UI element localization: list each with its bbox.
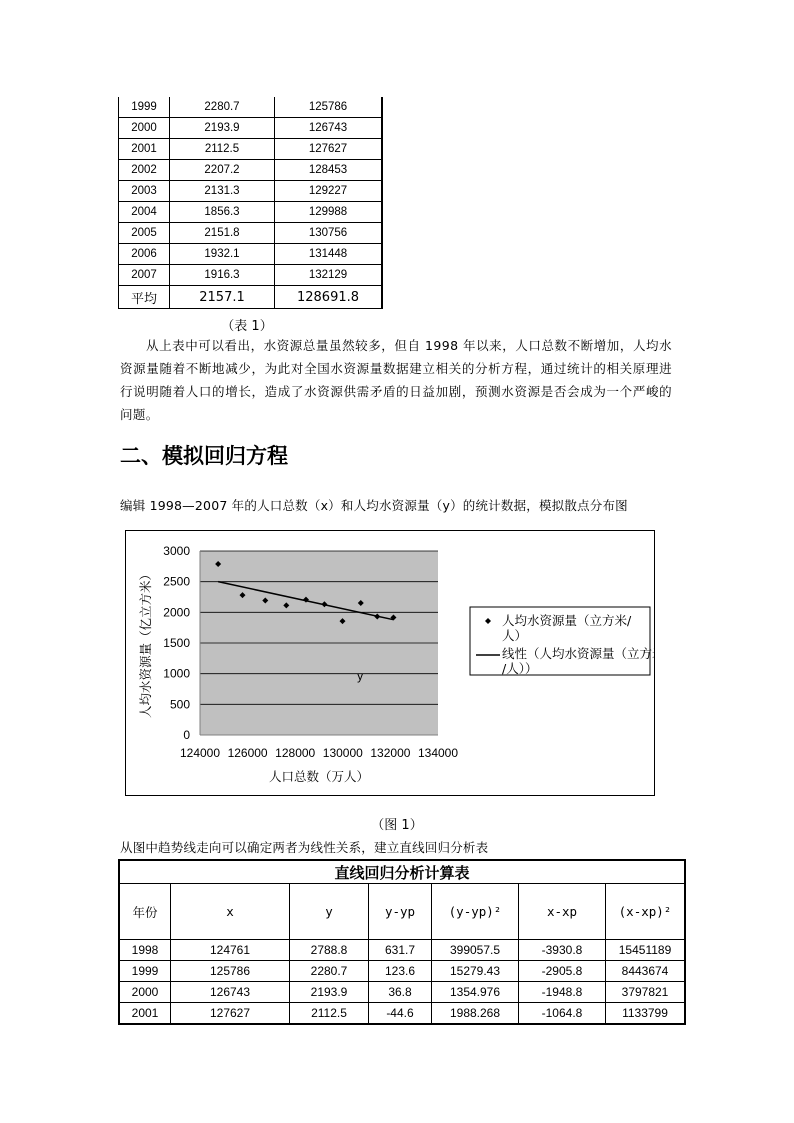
population-cell: 128691.8 — [275, 286, 383, 309]
column-header: 年份 — [119, 884, 171, 940]
chart-intro-text: 编辑 1998—2007 年的人口总数（x）和人均水资源量（y）的统计数据，模拟散点分布图 — [120, 498, 628, 513]
table-cell: 631.7 — [369, 940, 432, 961]
chart-annotation: y — [357, 668, 364, 683]
table-cell: 36.8 — [369, 982, 432, 1003]
column-header: x — [171, 884, 290, 940]
year-cell: 2007 — [119, 265, 170, 286]
table-cell: 1998 — [119, 940, 171, 961]
legend-label-series: 人均水资源量（立方米/人） — [502, 613, 632, 643]
table1-caption: （表 1） — [221, 319, 273, 334]
legend-label-trendline: 线性（人均水资源量（立方米/人）） — [502, 646, 654, 676]
x-tick-label: 130000 — [322, 746, 363, 760]
table-cell: 1354.976 — [432, 982, 519, 1003]
column-header: y-yp — [369, 884, 432, 940]
population-cell: 125786 — [275, 97, 383, 118]
y-tick-label: 1000 — [163, 666, 190, 681]
figure1-caption: （图 1） — [371, 818, 423, 833]
year-cell: 2005 — [119, 223, 170, 244]
table-cell: 2000 — [119, 982, 171, 1003]
table-row — [119, 97, 383, 118]
column-header: x-xp — [519, 884, 606, 940]
table-cell: 15279.43 — [432, 961, 519, 982]
table-row — [119, 160, 383, 181]
y-axis-title: 人均水资源量（亿立方米） — [138, 567, 153, 719]
analysis-paragraph: 从上表中可以看出，水资源总量虽然较多，但自 1998 年以来，人口总数不断增加，人均水资源量随着不断地减少，为此对全国水资源量数据建立相关的分析方程，通过统计的相关原理进行说明随着人口的增长，造成了水资源供需矛盾的日益加剧，预测水资源是否会成为一个严峻的问题。 — [120, 338, 672, 422]
water-per-capita-cell: 2193.9 — [170, 118, 275, 139]
water-resource-table — [118, 97, 383, 309]
table-row — [119, 940, 685, 961]
population-cell: 126743 — [275, 118, 383, 139]
table-cell: 124761 — [171, 940, 290, 961]
table-cell: -44.6 — [369, 1003, 432, 1025]
table-average-row — [119, 286, 383, 309]
table-cell: -1948.8 — [519, 982, 606, 1003]
population-cell: 129988 — [275, 202, 383, 223]
x-tick-label: 132000 — [370, 746, 411, 760]
table-row — [119, 982, 685, 1003]
year-cell: 1999 — [119, 97, 170, 118]
y-tick-label: 3000 — [163, 544, 190, 558]
y-tick-label: 1500 — [163, 636, 190, 650]
table-row — [119, 118, 383, 139]
water-per-capita-cell: 2112.5 — [170, 139, 275, 160]
table-cell: 2788.8 — [290, 940, 369, 961]
column-header: (y-yp)² — [432, 884, 519, 940]
water-per-capita-cell: 2131.3 — [170, 181, 275, 202]
y-tick-label: 500 — [169, 697, 190, 712]
table-cell: -1064.8 — [519, 1003, 606, 1025]
water-per-capita-cell: 2207.2 — [170, 160, 275, 181]
table-cell: 2193.9 — [290, 982, 369, 1003]
scatter-chart-frame — [125, 530, 655, 796]
year-cell: 2000 — [119, 118, 170, 139]
table-row — [119, 223, 383, 244]
water-per-capita-cell: 1856.3 — [170, 202, 275, 223]
table-cell: 1999 — [119, 961, 171, 982]
column-header: (x-xp)² — [606, 884, 686, 940]
year-cell: 平均 — [119, 286, 170, 309]
y-tick-label: 2000 — [163, 605, 190, 620]
year-cell: 2004 — [119, 202, 170, 223]
population-cell: 129227 — [275, 181, 383, 202]
table-cell: 15451189 — [606, 940, 686, 961]
table-cell: 1133799 — [606, 1003, 686, 1025]
year-cell: 2003 — [119, 181, 170, 202]
water-per-capita-cell: 1932.1 — [170, 244, 275, 265]
x-tick-label: 126000 — [227, 746, 268, 760]
table-row — [119, 202, 383, 223]
table-row — [119, 139, 383, 160]
water-per-capita-cell: 1916.3 — [170, 265, 275, 286]
regression-intro-text: 从图中趋势线走向可以确定两者为线性关系，建立直线回归分析表 — [120, 840, 489, 855]
x-tick-label: 134000 — [417, 746, 459, 760]
table-row — [119, 961, 685, 982]
table-cell: -2905.8 — [519, 961, 606, 982]
table-cell: 125786 — [171, 961, 290, 982]
population-cell: 127627 — [275, 139, 383, 160]
table-cell: -3930.8 — [519, 940, 606, 961]
table-cell: 1988.268 — [432, 1003, 519, 1025]
population-cell: 128453 — [275, 160, 383, 181]
x-tick-label: 128000 — [275, 746, 316, 760]
x-tick-label: 124000 — [179, 746, 221, 760]
water-per-capita-cell: 2157.1 — [170, 286, 275, 309]
table-cell: 2280.7 — [290, 961, 369, 982]
column-header: y — [290, 884, 369, 940]
table-cell: 127627 — [171, 1003, 290, 1025]
regression-table — [118, 859, 686, 1025]
year-cell: 2002 — [119, 160, 170, 181]
table-row — [119, 244, 383, 265]
x-axis-title: 人口总数（万人） — [268, 769, 370, 784]
table-cell: 2001 — [119, 1003, 171, 1025]
regression-table-title: 直线回归分析计算表 — [119, 860, 685, 884]
table-row — [119, 1003, 685, 1025]
table-cell: 3797821 — [606, 982, 686, 1003]
table-cell: 8443674 — [606, 961, 686, 982]
year-cell: 2006 — [119, 244, 170, 265]
table-cell: 123.6 — [369, 961, 432, 982]
table-row — [119, 265, 383, 286]
table-cell: 399057.5 — [432, 940, 519, 961]
section-heading: 二、模拟回归方程 — [120, 444, 288, 468]
population-cell: 130756 — [275, 223, 383, 244]
population-cell: 132129 — [275, 265, 383, 286]
table-cell: 126743 — [171, 982, 290, 1003]
table-row — [119, 181, 383, 202]
y-tick-label: 2500 — [163, 574, 190, 589]
table-cell: 2112.5 — [290, 1003, 369, 1025]
year-cell: 2001 — [119, 139, 170, 160]
scatter-chart — [126, 531, 654, 795]
population-cell: 131448 — [275, 244, 383, 265]
y-tick-label: 0 — [183, 728, 190, 742]
water-per-capita-cell: 2151.8 — [170, 223, 275, 244]
water-per-capita-cell: 2280.7 — [170, 97, 275, 118]
